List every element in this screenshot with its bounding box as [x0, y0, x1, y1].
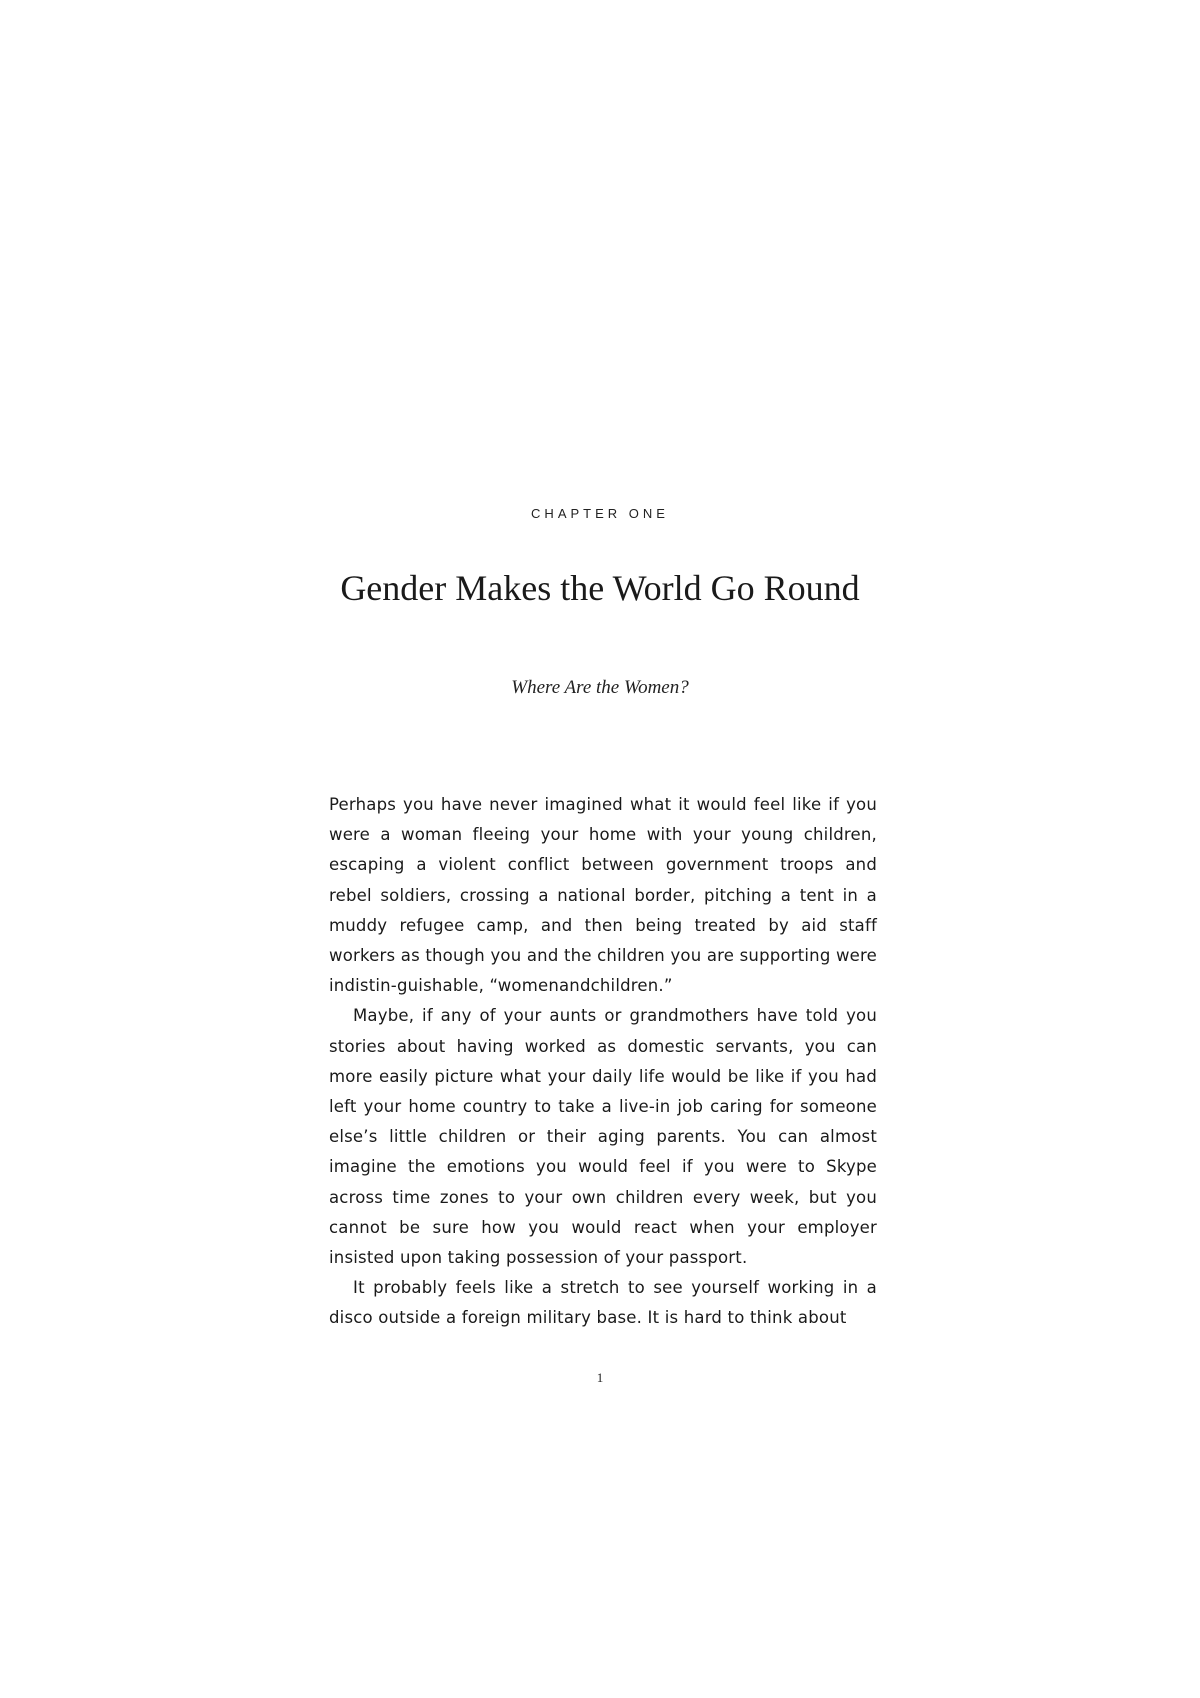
body-text [329, 790, 877, 1334]
paragraph-1: Perhaps you have never imagined what it would feel like if you were a woman fleeing your home with your young children, escaping a violent conflict between government troops and rebel soldiers, crossing a national border, pitching a tent in a muddy refugee camp, and then being treated by aid staff workers as though you and the children you are supporting were indistin-guishable, “womenandchildren.” [329, 795, 877, 996]
paragraph-3: It probably feels like a stretch to see yourself working in a disco outside a foreign military base. It is hard to think about [329, 1278, 877, 1328]
chapter-label: CHAPTER ONE [531, 506, 669, 521]
page-number: 1 [596, 1370, 604, 1385]
chapter-subtitle: Where Are the Women? [511, 677, 689, 698]
chapter-title: Gender Makes the World Go Round [340, 568, 860, 608]
paragraph-2: Maybe, if any of your aunts or grandmothers have told you stories about having worked as domestic servants, you can more easily picture what your daily life would be like if you had left your home country to take a live-in job caring for someone else’s little children or their aging parents. You can almost imagine the emotions you would feel if you were to Skype across time zones to your own children every week, but you cannot be sure how you would react when your employer insisted upon taking possession of your passport. [329, 1006, 877, 1268]
